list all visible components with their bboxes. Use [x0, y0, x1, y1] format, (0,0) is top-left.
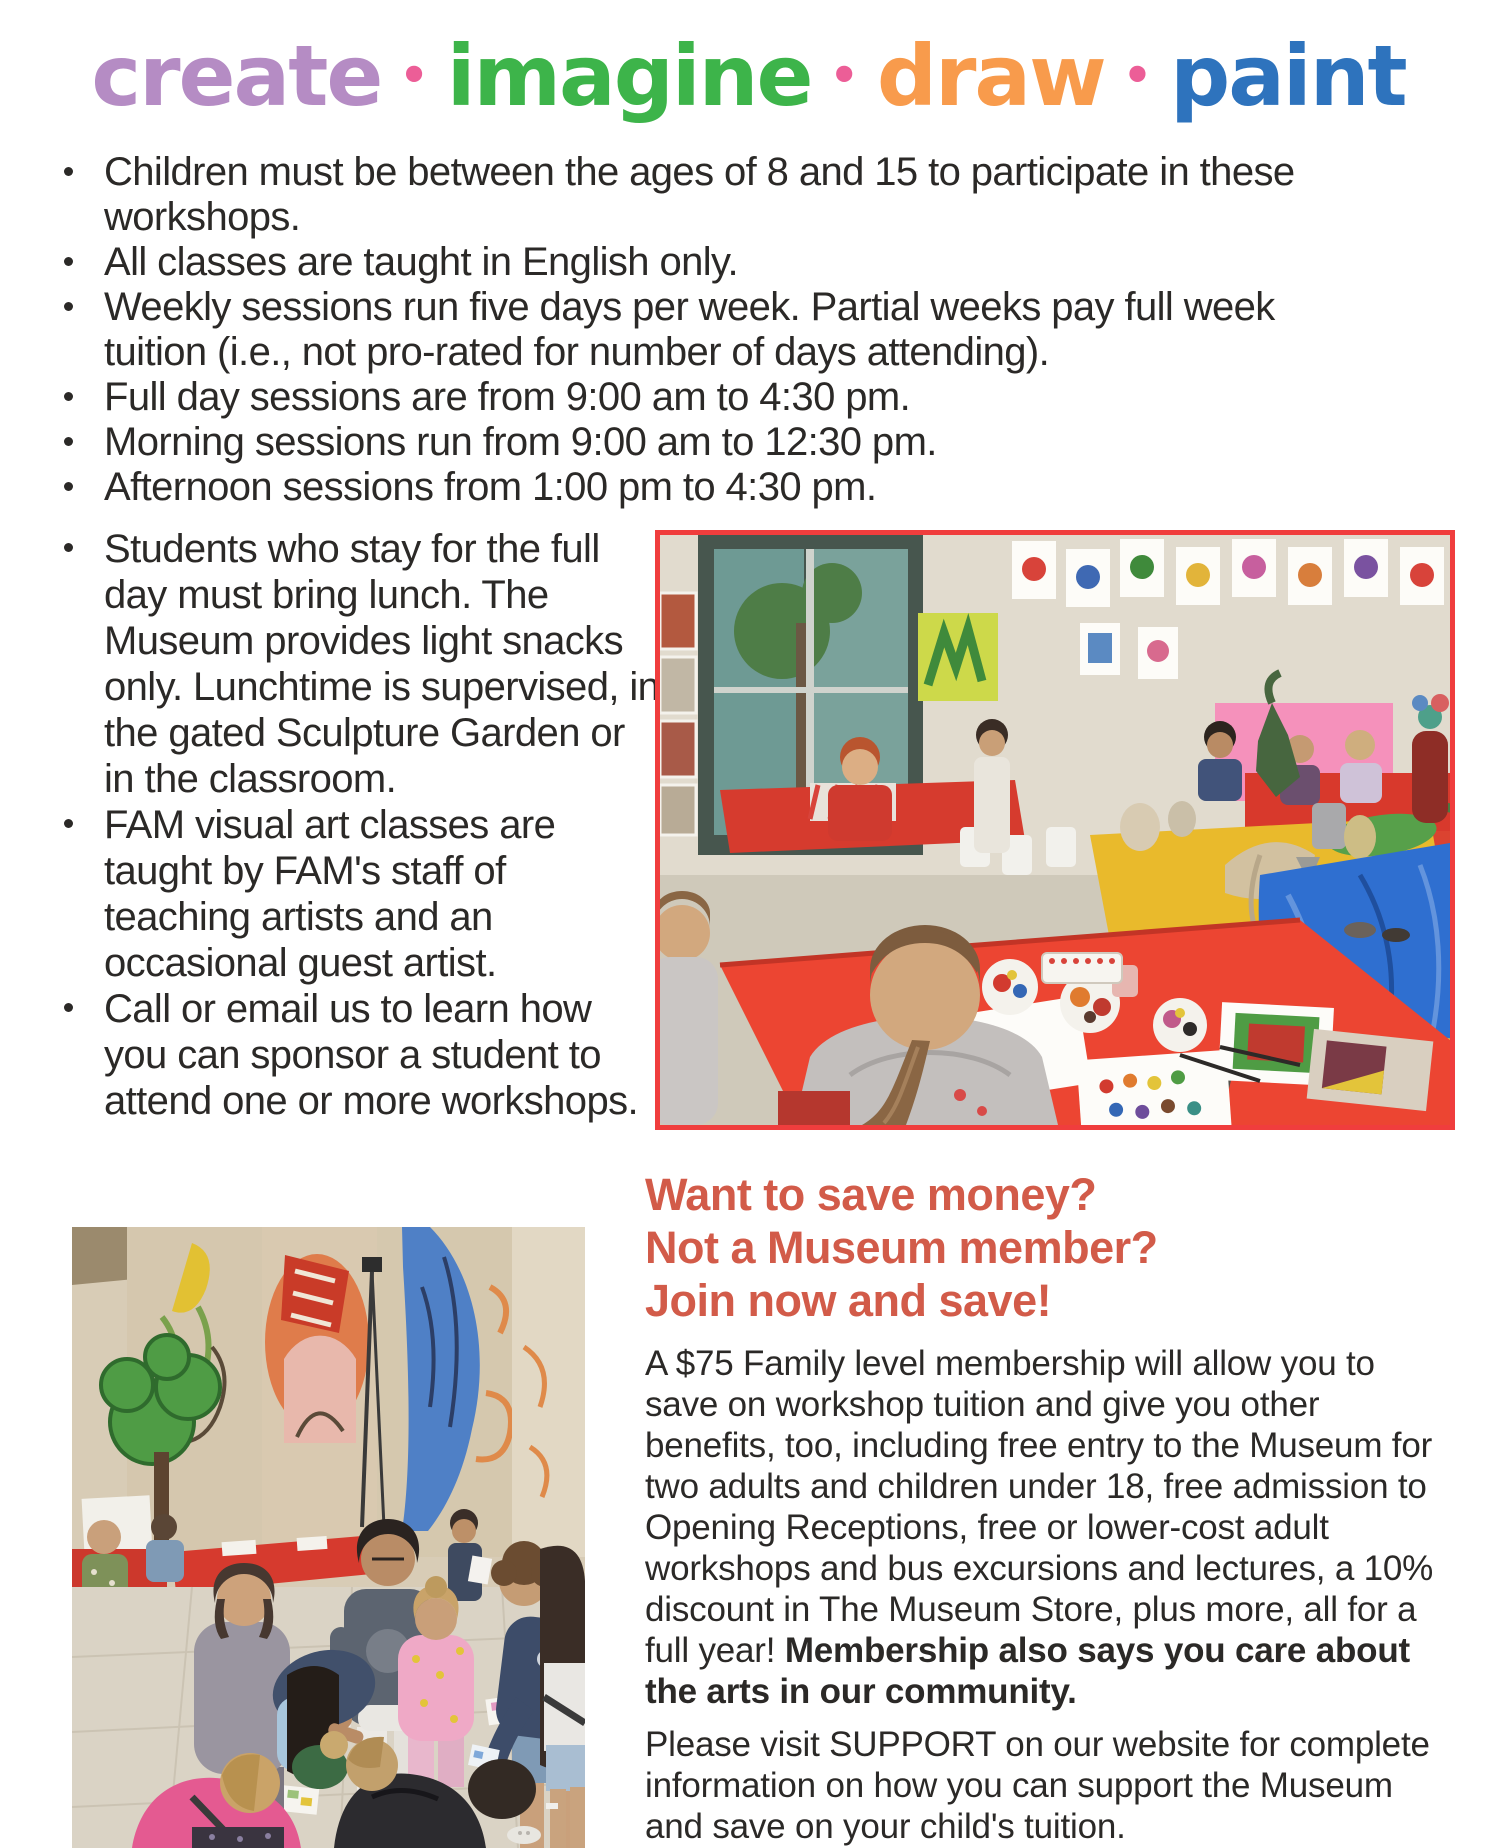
title-word-imagine: imagine	[446, 27, 812, 125]
floor-activity-photo	[72, 1227, 585, 1848]
title-separator-dot: •	[399, 48, 429, 102]
list-item	[58, 240, 1368, 285]
membership-heading-line: Not a Museum member?	[645, 1222, 1158, 1273]
bullet-dot-icon	[58, 240, 104, 266]
list-item-text: Students who stay for the full day must bring lunch. The Museum provides light snacks only. Lunchtime is supervised, in the gated Sculpture Garden or in the classroom.	[104, 527, 660, 801]
title-separator-dot: •	[1122, 48, 1153, 102]
list-item-text: FAM visual art classes are taught by FAM's staff of teaching artists and an occasional guest artist.	[104, 803, 556, 985]
workshop-info-list-left-column	[58, 526, 660, 1124]
title-word-draw: draw	[876, 27, 1105, 125]
list-item-text: Children must be between the ages of 8 and 15 to participate in these workshops.	[104, 150, 1295, 239]
list-item-text: Weekly sessions run five days per week. Partial weeks pay full week tuition (i.e., not pro-rated for number of days attending).	[104, 285, 1275, 374]
title-separator-dot: •	[829, 48, 859, 102]
membership-heading	[645, 1168, 1451, 1327]
membership-paragraph	[645, 1343, 1451, 1712]
bullet-dot-icon	[58, 465, 104, 491]
bullet-dot-icon	[58, 420, 104, 446]
list-item	[58, 420, 1368, 465]
support-note-paragraph: Please visit SUPPORT on our website for complete information on how you can support the Museum and save on your child's tuition.	[645, 1725, 1430, 1846]
membership-heading-line: Join now and save!	[645, 1275, 1052, 1326]
bullet-dot-icon	[58, 375, 104, 401]
page-title	[0, 27, 1497, 125]
bullet-dot-icon	[58, 285, 104, 311]
classroom-workshop-photo	[655, 530, 1455, 1130]
title-word-create: create	[91, 27, 382, 125]
list-item	[58, 802, 660, 986]
membership-paragraph-bold-text: Membership also says you care about the arts in our community.	[645, 1631, 1410, 1711]
bullet-dot-icon	[58, 526, 104, 552]
workshop-info-list	[58, 150, 1368, 510]
membership-section	[645, 1168, 1451, 1847]
list-item	[58, 986, 660, 1124]
membership-paragraph-text: A $75 Family level membership will allow you to save on workshop tuition and give you other benefits, too, including free entry to the Museum for two adults and children under 18, free admission to Opening Receptions, free or lower-cost adult workshops and bus excursions and lectures, a 10% discount in The Museum Store, plus more, all for a full year!	[645, 1344, 1434, 1670]
list-item	[58, 526, 660, 802]
list-item	[58, 465, 1368, 510]
membership-heading-line: Want to save money?	[645, 1169, 1097, 1220]
list-item-text: Call or email us to learn how you can sponsor a student to attend one or more workshops.	[104, 987, 639, 1123]
list-item-text: Afternoon sessions from 1:00 pm to 4:30 pm.	[104, 465, 877, 509]
floor-activity-photo-illustration	[72, 1227, 585, 1848]
photo-strip	[660, 593, 696, 835]
list-item	[58, 375, 1368, 420]
list-item-text: Full day sessions are from 9:00 am to 4:30 pm.	[104, 375, 911, 419]
classroom-photo-illustration	[660, 535, 1450, 1125]
list-item	[58, 285, 1368, 375]
bullet-dot-icon	[58, 150, 104, 176]
list-item-text: All classes are taught in English only.	[104, 240, 738, 284]
bullet-dot-icon	[58, 802, 104, 828]
title-word-paint: paint	[1170, 27, 1406, 125]
list-item-text: Morning sessions run from 9:00 am to 12:30 pm.	[104, 420, 937, 464]
bullet-dot-icon	[58, 986, 104, 1012]
list-item	[58, 150, 1368, 240]
